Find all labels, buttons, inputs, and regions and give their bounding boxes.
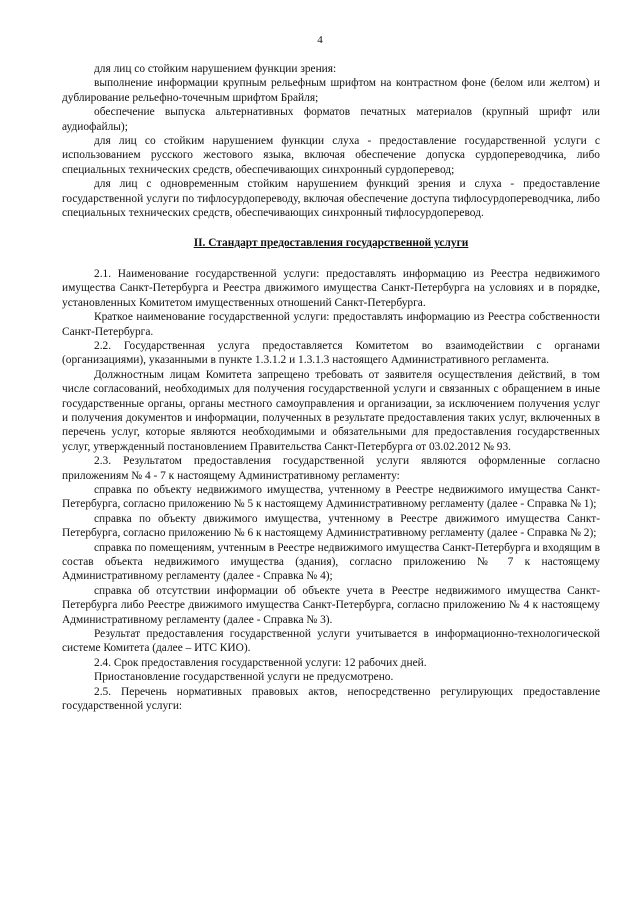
paragraph: 2.3. Результатом предоставления государственной услуги являются оформленные согласно приложениям № 4 - 7 к настоящему Административному регламенту: [62, 455, 600, 482]
paragraph: Должностным лицам Комитета запрещено требовать от заявителя осуществления действий, в том числе согласований, необходимых для получения государственной услуги и связанных с обращением в иные государственные органы, органы местного самоуправления и организации, за исключением получения услуг и получения документов и информации, полученных в результате предоставления таких услуг, включенных в перечень услуг, которые являются необходимыми и обязательными для предоставления государственных услуг, утвержденный постановлением Правительства Санкт-Петербурга от 03.02.2012 № 93. [62, 368, 600, 453]
section-heading: II. Стандарт предоставления государственной услуги [193, 237, 469, 250]
page-number: 4 [317, 34, 323, 46]
paragraph: Приостановление государственной услуги не предусмотрено. [94, 671, 394, 684]
document-body [62, 62, 600, 713]
paragraph: выполнение информации крупным рельефным шрифтом на контрастном фоне (белом или желтом) и дублирование рельефно-точечным шрифтом Брайля; [62, 77, 600, 104]
paragraph: 2.2. Государственная услуга предоставляется Комитетом во взаимодействии с органами (организациями), указанными в пункте 1.3.1.2 и 1.3.1.3 настоящего Административного регламента. [62, 339, 600, 367]
paragraph: 2.4. Срок предоставления государственной услуги: 12 рабочих дней. [94, 656, 427, 669]
paragraph: Краткое наименование государственной услуги: предоставлять информацию из Реестра собственности Санкт-Петербурга. [62, 311, 600, 338]
paragraph: справка по объекту движимого имущества, учтенному в Реестре движимого имущества Санкт-Петербурга, согласно приложению № 6 к настоящему Административному регламенту (далее - Справка № 2); [62, 512, 600, 540]
paragraph: Результат предоставления государственной услуги учитывается в информационно-технологической системе Комитета (далее – ИТС КИО). [62, 628, 600, 655]
paragraph: для лиц со стойким нарушением функции слуха - предоставление государственной услуги с использованием русского жестового языка, включая обеспечение допуска сурдопереводчика, либо специальных технических средств, обеспечивающих синхронный сурдоперевод; [62, 135, 600, 176]
paragraph: обеспечение выпуска альтернативных форматов печатных материалов (крупный шрифт или аудиофайлы); [62, 106, 600, 133]
paragraph: для лиц с одновременным стойким нарушением функций зрения и слуха - предоставление государственной услуги по тифлосурдопереводу, включая обеспечение доступа тифлосурдопереводчика, либо специальных технических средств, обеспечивающих синхронный тифлосурдоперевод. [62, 178, 600, 220]
paragraph: 2.1. Наименование государственной услуги: предоставлять информацию из Реестра недвижимого имущества Санкт-Петербурга и Реестра движимого имущества Санкт-Петербурга на условиях и в порядке, установленных Комитетом имущественных отношений Санкт-Петербурга. [62, 267, 600, 309]
paragraph: справка об отсутствии информации об объекте учета в Реестре недвижимого имущества Санкт-Петербурга либо Реестре движимого имущества Санкт-Петербурга, согласно приложению № 4 к настоящему Административному регламенту (далее - Справка № 3). [62, 584, 600, 626]
paragraph: справка по помещениям, учтенным в Реестре недвижимого имущества Санкт-Петербурга и входящим в состав объекта недвижимого имущества (здания), согласно приложению № 7 к настоящему Административному регламенту (далее - Справка № 4); [62, 541, 600, 583]
paragraph: справка по объекту недвижимого имущества, учтенному в Реестре недвижимого имущества Санкт-Петербурга, согласно приложению № 5 к настоящему Административному регламенту (далее - Справка № 1); [62, 483, 600, 511]
paragraph: для лиц со стойким нарушением функции зрения: [94, 63, 337, 75]
paragraph: 2.5. Перечень нормативных правовых актов, непосредственно регулирующих предоставление государственной услуги: [62, 685, 600, 713]
